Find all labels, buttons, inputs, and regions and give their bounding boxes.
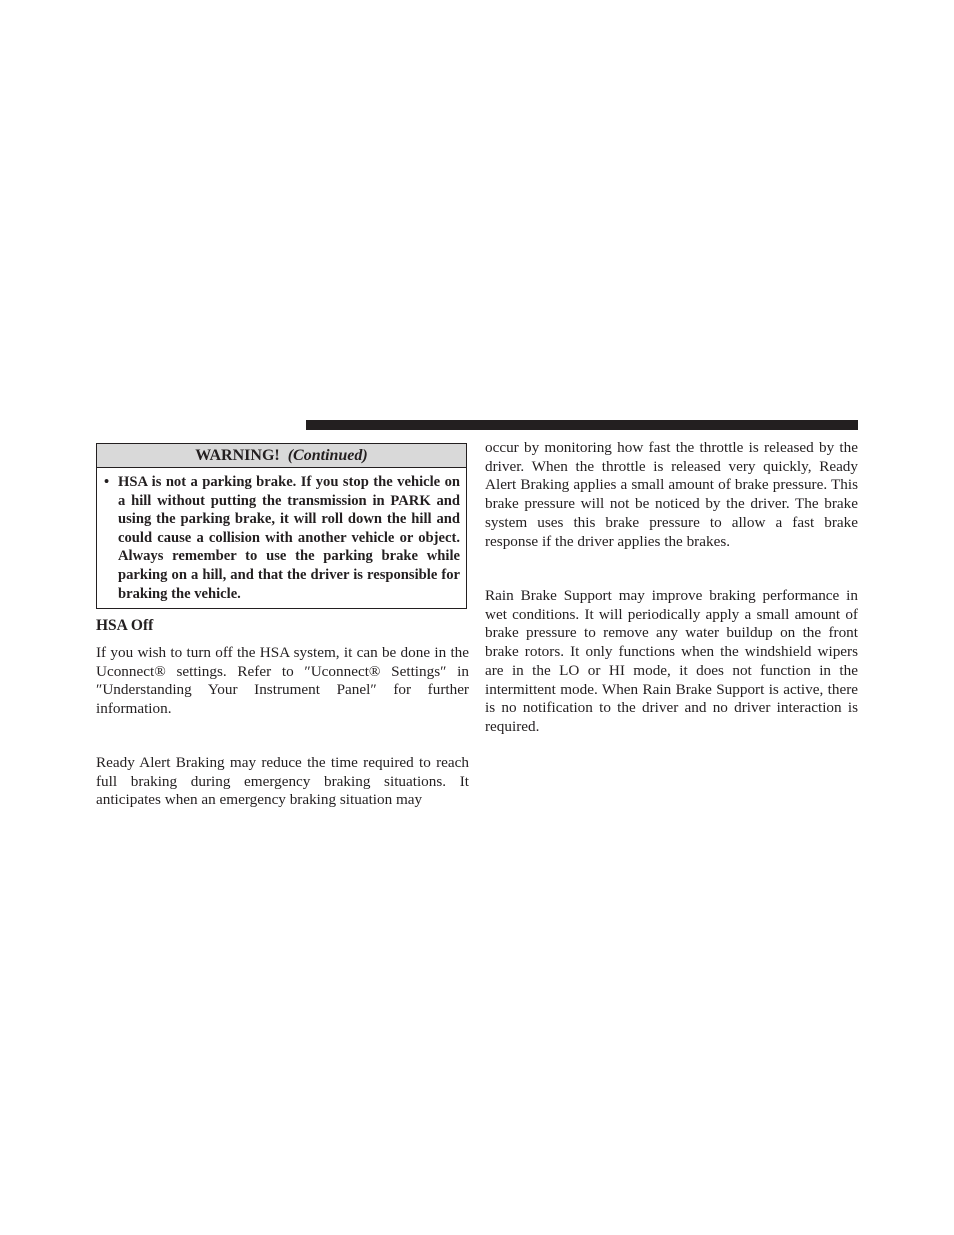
ready-alert-text-right: occur by monitoring how fast the throttle is released by the driver. When the throttle is released very quickly, Ready Alert Braking applies a small amount of brake pressure. This brake pressure will not be noticed by the driver. The brake system uses this brake pressure to allow a fast brake response if the driver applies the brakes.: [485, 439, 858, 550]
warning-continued: (Continued): [287, 447, 368, 464]
bullet-icon: •: [104, 474, 110, 490]
warning-text: HSA is not a parking brake. If you stop the vehicle on a hill without putting the transmission in PARK and using the parking brake, it will roll down the hill and could cause a collision with another vehicle or object. Always remember to use the parking brake while parking on a hill, and that the driver is responsible for braking the vehicle.: [118, 474, 460, 602]
ready-alert-paragraph-right: [485, 439, 858, 551]
warning-header: [97, 444, 466, 468]
ready-alert-paragraph-left: [96, 754, 469, 810]
rain-brake-text: Rain Brake Support may improve braking performance in wet conditions. It will periodically apply a small amount of brake pressure to remove any water buildup on the front brake rotors. It only functions when the windshield wipers are in the LO or HI mode, it does not function in the intermittent mode. When Rain Brake Support is active, there is no notification to the driver and no driver interaction is required.: [485, 587, 858, 735]
hsa-off-heading: HSA Off: [96, 617, 154, 634]
rain-brake-paragraph: [485, 587, 858, 737]
section-header-bar: [306, 420, 858, 430]
hsa-off-text: If you wish to turn off the HSA system, it can be done in the Uconnect® settings. Refer to ″Uconnect® Settings″ in ″Understanding Your Instrument Panel″ for further information.: [96, 644, 469, 718]
ready-alert-text-left: Ready Alert Braking may reduce the time required to reach full braking during emergency braking situations. It anticipates when an emergency braking situation may: [96, 754, 469, 809]
hsa-off-paragraph: [96, 644, 469, 719]
warning-box: [96, 443, 467, 609]
warning-title: WARNING!: [195, 447, 280, 464]
warning-body: [97, 468, 466, 603]
